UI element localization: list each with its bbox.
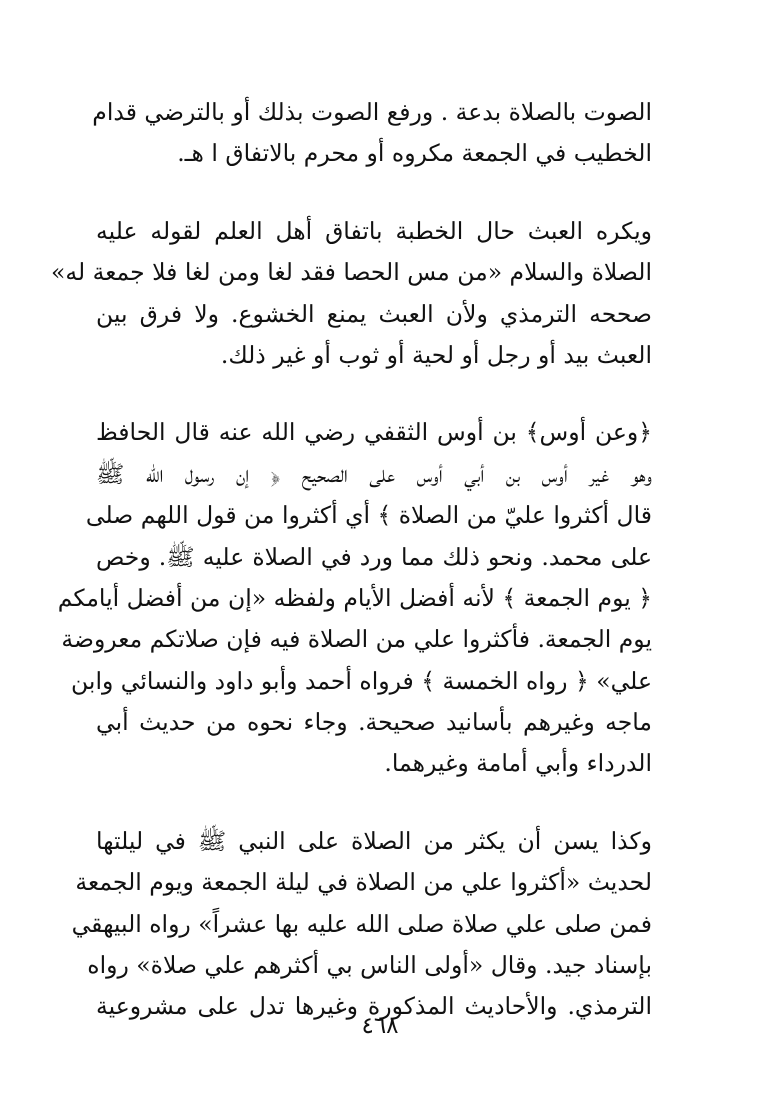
text-line: ﴿ يوم الجمعة ﴾ لأنه أفضل الأيام ولفظه «إن من أفضل أيامكم — [57, 583, 652, 612]
text-line: فمن صلى علي صلاة صلى الله عليه بها عشراً» رواه البيهقي — [71, 909, 652, 938]
text-line: علي» ﴿ رواه الخمسة ﴾ فرواه أحمد وأبو داود والنسائي وابن — [71, 666, 652, 695]
page-text — [51, 92, 652, 1028]
paragraph-4 — [71, 821, 652, 1028]
text-line: بإسناد جيد. وقال «أولى الناس بي أكثرهم علي صلاة» رواه — [87, 951, 652, 980]
text-line: ماجه وغيرهم بأسانيد صحيحة. وجاء نحوه من حديث أبي — [96, 708, 652, 737]
text-line: وهو غير أوس بن أبي أوس على الصحيح ﴿ إن رسول الله ﷺ — [96, 459, 652, 488]
paragraph-gap — [96, 376, 652, 412]
paragraph-gap — [96, 175, 652, 211]
text-line: الصلاة والسلام «من مس الحصا فقد لغا ومن لغا فلا جمعة له» — [51, 258, 652, 287]
text-line: قال أكثروا عليّ من الصلاة ﴾ أي أكثروا من قول اللهم صلى — [85, 501, 652, 530]
text-line: الترمذي. والأحاديث المذكورة وغيرها تدل على مشروعية — [96, 992, 652, 1021]
paragraph-2 — [51, 211, 652, 377]
text-line: العبث بيد أو رجل أو لحية أو ثوب أو غير ذلك. — [220, 340, 652, 369]
text-line: يوم الجمعة. فأكثروا علي من الصلاة فيه فإن صلاتكم معروضة — [61, 625, 652, 654]
text-line: لحديث «أكثروا علي من الصلاة في ليلة الجمعة ويوم الجمعة — [75, 868, 652, 897]
text-line: الدرداء وأبي أمامة وغيرهما. — [384, 749, 652, 778]
text-line: وكذا يسن أن يكثر من الصلاة على النبي ﷺ في ليلتها — [96, 826, 652, 855]
text-line: على محمد. ونحو ذلك مما ورد في الصلاة عليه ﷺ. وخص — [96, 542, 652, 571]
text-line: ﴿وعن أوس﴾ بن أوس الثقفي رضي الله عنه قال الحافظ — [96, 418, 652, 447]
paragraph-3 — [57, 412, 652, 785]
page-number: ٤٦٨ — [361, 1013, 399, 1039]
text-line: ويكره العبث حال الخطبة باتفاق أهل العلم لقوله عليه — [96, 216, 652, 245]
paragraph-1 — [92, 92, 652, 175]
text-line: الصوت بالصلاة بدعة . ورفع الصوت بذلك أو بالترضي قدام — [92, 98, 652, 126]
paragraph-gap — [96, 785, 652, 821]
text-line: الخطيب في الجمعة مكروه أو محرم بالاتفاق ا هـ. — [177, 139, 652, 168]
text-line: صححه الترمذي ولأن العبث يمنع الخشوع. ولا فرق بين — [96, 299, 652, 328]
